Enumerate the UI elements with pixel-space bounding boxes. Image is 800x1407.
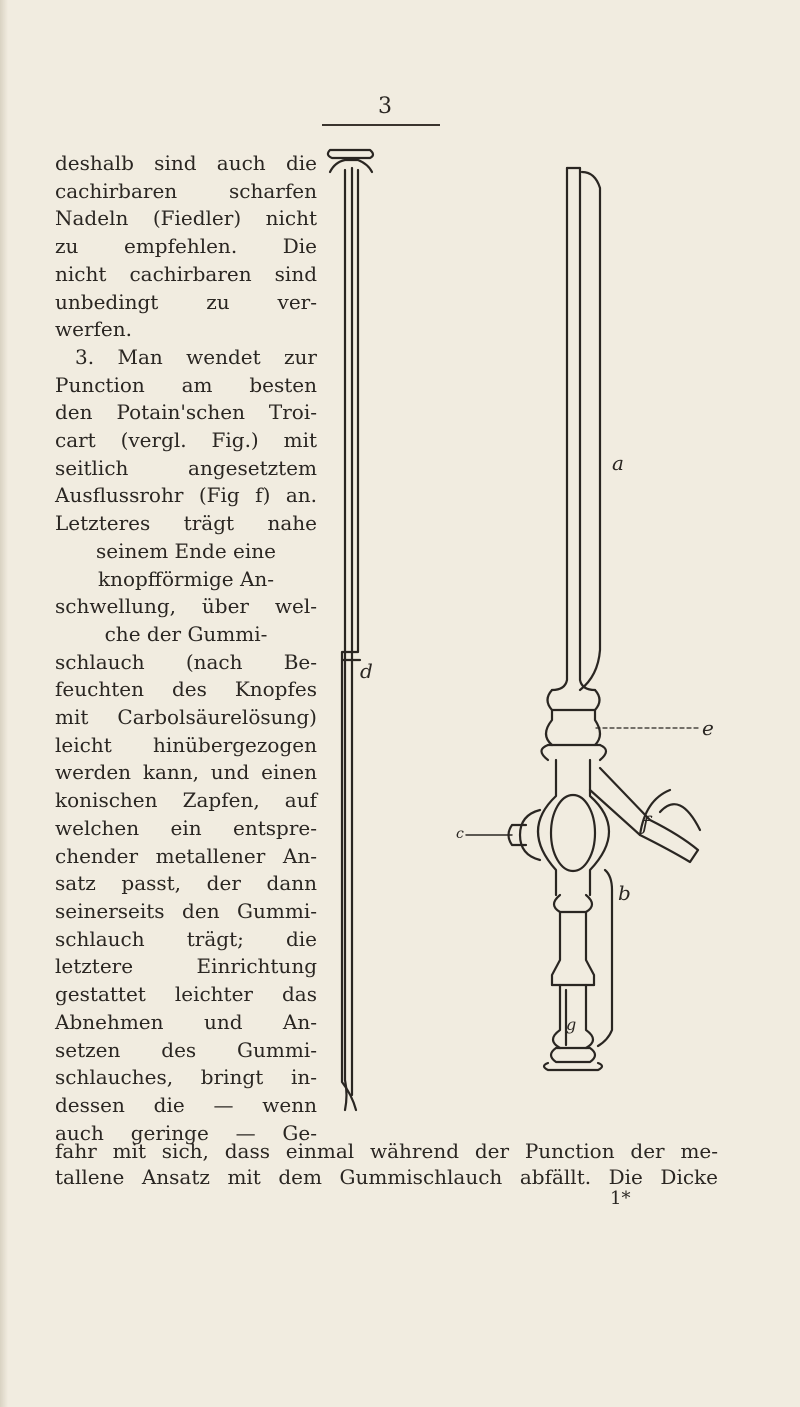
text-line: konischen Zapfen, auf [55,788,317,813]
page-number: 3 [378,94,392,119]
text-line: gestattet leichter das [55,982,317,1007]
text-line: leicht hinübergezogen [55,732,317,757]
signature-mark: 1* [610,1188,631,1209]
label-f: f [642,811,650,835]
label-g: g [566,1015,577,1034]
text-line: Abnehmen und An- [55,1009,317,1034]
text-line: tallene Ansatz mit dem Gummischlauch abfällt. Die Dicke [55,1165,718,1189]
label-c: c [456,826,464,842]
lower-stem [554,895,592,912]
text-line: setzen des Gummi- [55,1037,317,1062]
text-line: werden kann, und einen [55,760,317,785]
text-line: werfen. [55,317,132,342]
text-line: zu empfehlen. Die [55,234,317,259]
neck-hub [548,690,600,710]
text-line: chender metallener An- [55,843,317,868]
text-line: schlauch trägt; die [55,926,317,951]
text-line: den Potain'schen Troi- [55,400,317,425]
text-line: cachirbaren scharfen [55,178,317,203]
text-line: unbedingt zu ver- [55,289,317,314]
text-line: nicht cachirbaren sind [55,261,317,286]
text-line: seinem Ende eine [96,538,276,563]
bottom-cap [544,1063,602,1070]
text-line: letztere Einrichtung [55,954,317,979]
text-line: seinerseits den Gummi- [55,898,317,923]
valve-body [538,760,556,895]
label-b: b [618,881,631,905]
text-line: Nadeln (Fiedler) nicht [55,206,317,231]
text-line: seitlich angesetztem [55,455,317,480]
text-line: 3. Man wendet zur [75,344,317,369]
text-line: dessen die — wenn [55,1092,317,1117]
text-line: schlauches, bringt in- [55,1065,317,1090]
text-line: Ausflussrohr (Fig f) an. [55,483,317,508]
text-line: Punction am besten [55,372,317,397]
label-a: a [612,451,624,475]
text-line: schwellung, über wel- [55,594,317,619]
stem-g [553,985,560,1048]
text-line: feuchten des Knopfes [55,677,317,702]
text-line: che der Gummi- [104,621,268,646]
label-e: e [702,716,714,740]
text-line: Letzteres trägt nahe [55,511,317,536]
text-line: welchen ein entspre- [55,815,317,840]
text-line: knopfförmige An- [97,566,275,591]
text-line: schlauch (nach Be- [55,649,317,674]
cannula-tube [552,168,567,690]
text-line: satz passt, der dann [55,871,317,896]
text-line: mit Carbolsäurelösung) [55,705,317,730]
label-d: d [360,659,373,683]
text-line: deshalb sind auch die [55,151,317,175]
text-line: cart (vergl. Fig.) mit [55,428,317,453]
handle-top-cap [328,150,373,158]
text-line: auch geringe — Ge- [55,1120,317,1145]
text-line: fahr mit sich, dass einmal während der Punction der me- [55,1139,718,1163]
